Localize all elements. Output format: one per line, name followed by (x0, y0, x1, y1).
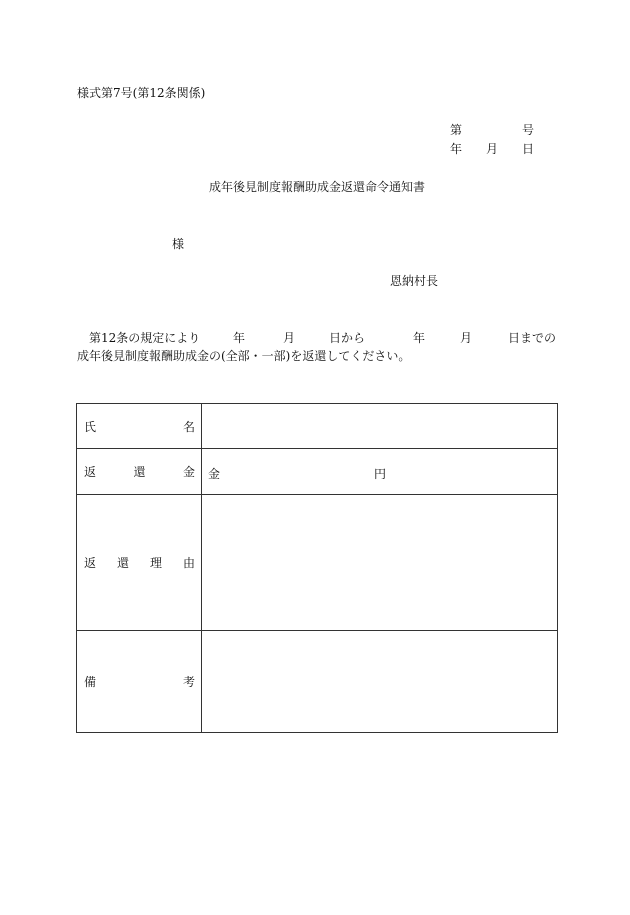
row-remarks (77, 631, 558, 733)
label-char: 考 (182, 675, 195, 689)
label-char: 備 (84, 675, 97, 689)
label-char: 返 (84, 465, 97, 479)
label-char: 金 (182, 465, 195, 479)
label-amount (77, 449, 202, 495)
amount-prefix: 金 (208, 466, 221, 481)
label-name (77, 404, 202, 449)
label-char: 名 (182, 419, 195, 434)
date-year: 年 (450, 142, 463, 156)
document-number-suffix: 号 (522, 123, 535, 137)
body-line1-day1: 日から (329, 331, 366, 345)
value-remarks[interactable] (202, 631, 558, 733)
body-line1-year2: 年 (413, 331, 426, 345)
row-amount (77, 449, 558, 495)
form-table (76, 403, 558, 733)
label-char: 氏 (84, 419, 97, 434)
document-title: 成年後見制度報酬助成金返還命令通知書 (209, 180, 426, 194)
label-char: 理 (149, 556, 162, 570)
label-char: 還 (133, 465, 146, 479)
label-char: 返 (84, 556, 97, 570)
body-line1-day2: 日までの (508, 331, 557, 345)
label-reason (77, 495, 202, 631)
body-line1-month2: 月 (460, 331, 473, 345)
body-line1-start: 第12条の規定により (89, 331, 201, 345)
issuer: 恩納村長 (390, 274, 439, 288)
value-reason[interactable] (202, 495, 558, 631)
document-number-prefix: 第 (450, 123, 463, 137)
label-remarks (77, 631, 202, 733)
date-day: 日 (522, 142, 535, 156)
label-char: 由 (182, 556, 195, 570)
body-line2: 成年後見制度報酬助成金の(全部・一部)を返還してください。 (77, 349, 411, 363)
value-name[interactable] (202, 404, 558, 449)
form-number: 様式第7号(第12条関係) (77, 86, 206, 100)
body-line1-year1: 年 (233, 331, 246, 345)
row-name (77, 404, 558, 449)
label-char: 還 (116, 556, 129, 570)
amount-suffix: 円 (374, 466, 387, 481)
addressee-honorific: 様 (172, 237, 185, 251)
value-amount[interactable] (202, 449, 558, 495)
date-month: 月 (486, 142, 499, 156)
body-line1-month1: 月 (283, 331, 296, 345)
row-reason (77, 495, 558, 631)
